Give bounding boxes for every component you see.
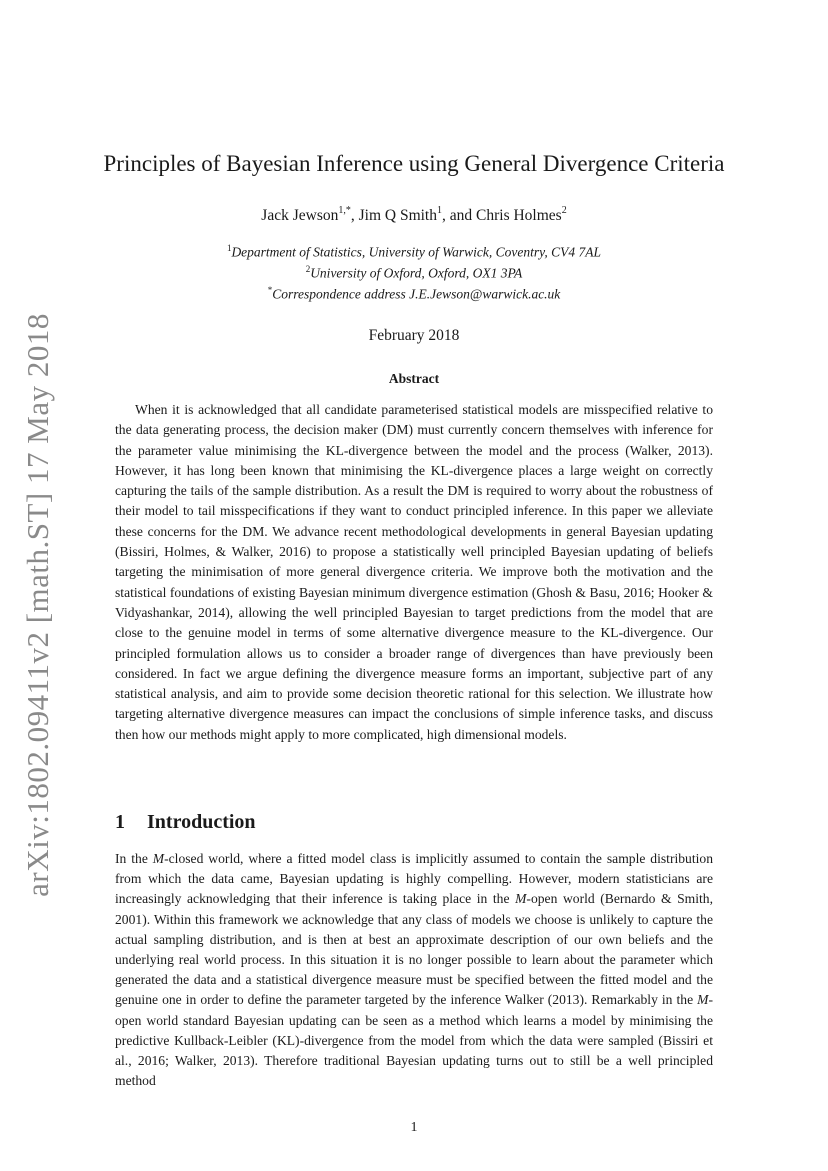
correspondence-marker: * xyxy=(267,285,273,295)
author-separator: , and xyxy=(442,207,477,225)
abstract-paragraph: When it is acknowledged that all candidate parameterised statistical models are misspecified relative to the data generating process, the decision maker (DM) must currently concern themselves with inference for the parameter value minimising the KL-divergence between the model and the process (Walker, 2013). However, it has long been known that minimising the KL-divergence places a large weight on correctly capturing the tails of the sample distribution. As a result the DM is required to worry about the robustness of their model to tail misspecifications if they want to conduct principled inference. In this paper we alleviate these concerns for the DM. We advance recent methodological developments in general Bayesian updating (Bissiri, Holmes, & Walker, 2016) to propose a statistically well principled Bayesian updating of beliefs targeting the minimisation of more general divergence criteria. We improve both the motivation and the statistical foundations of existing Bayesian minimum divergence estimation (Ghosh & Basu, 2016; Hooker & Vidyashankar, 2014), allowing the well principled Bayesian to target predictions from the model that are close to the genuine model in terms of some alternative divergence measure to the KL-divergence. Our principled formulation allows us to consider a broader range of divergences than have previously been considered. In fact we argue defining the divergence measure forms an important, subjective part of any statistical analysis, and aim to provide some decision theoretic rational for this selection. We illustrate how targeting alternative divergence measures can impact the conclusions of simple inference tasks, and discuss then how our methods might apply to more complicated, high dimensional models. xyxy=(115,402,713,742)
math-symbol: M xyxy=(152,851,165,866)
author-affiliation-marker: 1 xyxy=(437,205,442,216)
introduction-text: -open world (Bernardo & Smith, 2001). Within this framework we acknowledge that any class of models we choose is unlikely to capture the actual sampling distribution, and is then at best an approximate description of our own beliefs and the underlying real world process. In this situation it is no longer possible to learn about the parameter which generated the data and a statistical divergence measure must be specified between the fitted model and the genuine one in order to define the parameter targeted by the inference Walker (2013). Remarkably in the xyxy=(115,891,713,1008)
author-name: Jack Jewson xyxy=(261,207,339,225)
author-name: Jim Q Smith xyxy=(358,207,437,225)
publication-date: February 2018 xyxy=(368,327,460,344)
section-heading xyxy=(115,808,256,836)
math-symbol: M xyxy=(697,992,709,1008)
affiliation-text: University of Oxford, Oxford, OX1 3PA xyxy=(310,265,523,281)
abstract-heading: Abstract xyxy=(388,371,440,386)
section-number: 1 xyxy=(115,811,125,833)
arxiv-identifier-text: arXiv:1802.09411v2 [math.ST] 17 May 2018 xyxy=(20,313,55,897)
affiliation-text: Department of Statistics, University of Warwick, Coventry, CV4 7AL xyxy=(231,244,602,260)
correspondence-line xyxy=(60,280,768,305)
introduction-text: In the xyxy=(115,851,153,866)
author-name: Chris Holmes xyxy=(476,207,562,225)
correspondence-text: Correspondence address J.E.Jewson@warwick.ac.uk xyxy=(272,286,561,302)
affiliation-marker: 1 xyxy=(226,243,232,253)
section-title: Introduction xyxy=(147,811,256,833)
page-number: 1 xyxy=(410,1120,418,1135)
introduction-text: -open world standard Bayesian updating can be seen as a method which learns a model by minimising the predictive Kullback-Leibler (KL)-divergence from the model from which the data were sampled (Bissiri et al., 2016; Walker, 2013). Therefore traditional Bayesian updating turns out to still be a well principled method xyxy=(115,992,713,1089)
author-affiliation-marker: 2 xyxy=(561,205,567,216)
author-list xyxy=(60,200,768,228)
author-separator: , xyxy=(350,207,359,225)
paper-title: Principles of Bayesian Inference using General Divergence Criteria xyxy=(103,151,725,176)
introduction-text: -closed world, where a fitted model class is implicitly assumed to contain the sample distribution from which the data came, Bayesian updating is highly compelling. However, modern statisticians are increasingly acknowledging that their inference is taking place in the xyxy=(115,851,713,907)
author-affiliation-marker: 1,* xyxy=(338,205,351,216)
affiliation-marker: 2 xyxy=(305,264,311,274)
math-symbol: M xyxy=(515,891,527,907)
arxiv-identifier-stamp xyxy=(18,313,58,897)
introduction-paragraph xyxy=(115,849,713,1091)
